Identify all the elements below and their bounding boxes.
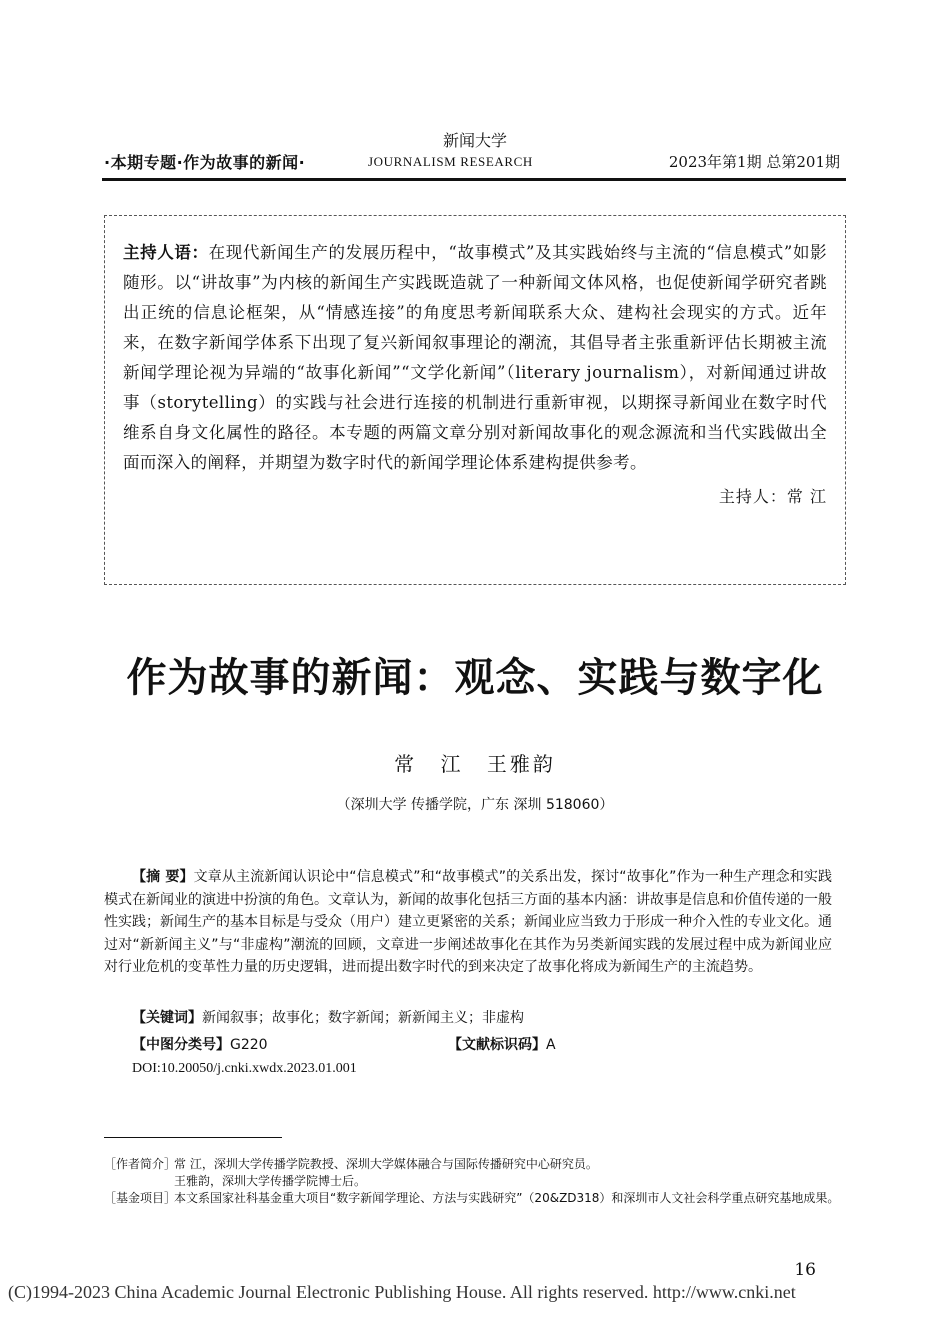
article-title: 作为故事的新闻：观念、实践与数字化 xyxy=(126,654,824,701)
journal-name-en: JOURNALISM RESEARCH xyxy=(368,154,533,169)
author-intro-label: ［作者简介］ xyxy=(104,1157,177,1171)
host-note-box xyxy=(104,215,846,585)
issue-info: 2023年第1期 总第201期 xyxy=(668,153,840,171)
document-code xyxy=(448,1034,556,1054)
footnotes xyxy=(104,1156,844,1207)
fund-label: ［基金项目］ xyxy=(104,1191,177,1205)
doc-label: 【文献标识码】 xyxy=(448,1037,546,1053)
article-authors: 常 江 王雅韵 xyxy=(394,752,556,776)
fund-text: 本文系国家社科基金重大项目“数字新闻学理论、方法与实践研究”（20&ZD318）和深圳市人文社会科学重点研究基地成果。 xyxy=(174,1191,840,1205)
author-intro-line1: 常 江，深圳大学传播学院教授、深圳大学媒体融合与国际传播研究中心研究员。 xyxy=(174,1157,598,1171)
clc-label: 【中图分类号】 xyxy=(132,1037,230,1053)
host-note-body: 在现代新闻生产的发展历程中，“故事模式”及其实践始终与主流的“信息模式”如影随形。以“讲故事”为内核的新闻生产实践既造就了一种新闻文体风格，也促使新闻学研究者跳出正统的信息论框架，从“情感连接”的角度思考新闻联系大众、建构社会现实的方式。近年来，在数字新闻学体系下出现了复兴新闻叙事理论的潮流，其倡导者主张重新评估长期被主流新闻学理论视为异端的“故事化新闻”“文学化新闻”（literary journalism），对新闻通过讲故事（storytelling）的实践与社会进行连接的机制进行重新审视，以期探寻新闻业在数字时代维系自身文化属性的路径。本专题的两篇文章分别对新闻故事化的观念源流和当代实践做出全面而深入的阐释，并期望为数字时代的新闻学理论体系建构提供参考。 xyxy=(123,243,827,472)
host-signature: 主持人：常 江 xyxy=(718,487,827,506)
host-note-label: 主持人语： xyxy=(123,243,209,262)
footnote-rule xyxy=(104,1137,282,1138)
clc-value: G220 xyxy=(230,1037,268,1053)
page-number: 16 xyxy=(794,1260,816,1280)
host-note-text xyxy=(123,238,827,478)
abstract-text: 文章从主流新闻认识论中“信息模式”和“故事模式”的关系出发，探讨“故事化”作为一种生产理念和实践模式在新闻业的演进中扮演的角色。文章认为，新闻的故事化包括三方面的基本内涵：讲故事是信息和价值传递的一般性实践；新闻生产的基本目标是与受众（用户）建立更紧密的关系；新闻业应当致力于形成一种介入性的专业文化。通过对“新新闻主义”与“非虚构”潮流的回顾，文章进一步阐述故事化在其作为另类新闻实践的发展过程中成为新闻业应对行业危机的变革性力量的历史逻辑，进而提出数字时代的到来决定了故事化将成为新闻生产的主流趋势。 xyxy=(104,869,833,975)
journal-name-cn: 新闻大学 xyxy=(442,131,507,150)
doi: DOI:10.20050/j.cnki.xwdx.2023.01.001 xyxy=(132,1061,357,1076)
doc-value: A xyxy=(546,1037,556,1053)
clc-number xyxy=(132,1034,268,1054)
author-intro-line2: 王雅韵，深圳大学传播学院博士后。 xyxy=(174,1174,367,1188)
keywords xyxy=(132,1007,524,1027)
section-label: ·本期专题·作为故事的新闻· xyxy=(104,153,306,172)
abstract xyxy=(104,866,832,979)
author-affiliation: （深圳大学 传播学院，广东 深圳 518060） xyxy=(336,797,614,813)
keywords-label: 【关键词】 xyxy=(132,1010,202,1026)
abstract-label: 【摘 要】 xyxy=(132,869,194,885)
copyright-watermark: (C)1994-2023 China Academic Journal Electronic Publishing House. All rights reserved. http://www.cnki.net xyxy=(8,1282,796,1302)
header-rule xyxy=(102,178,846,181)
keywords-text: 新闻叙事；故事化；数字新闻；新新闻主义；非虚构 xyxy=(202,1010,524,1026)
